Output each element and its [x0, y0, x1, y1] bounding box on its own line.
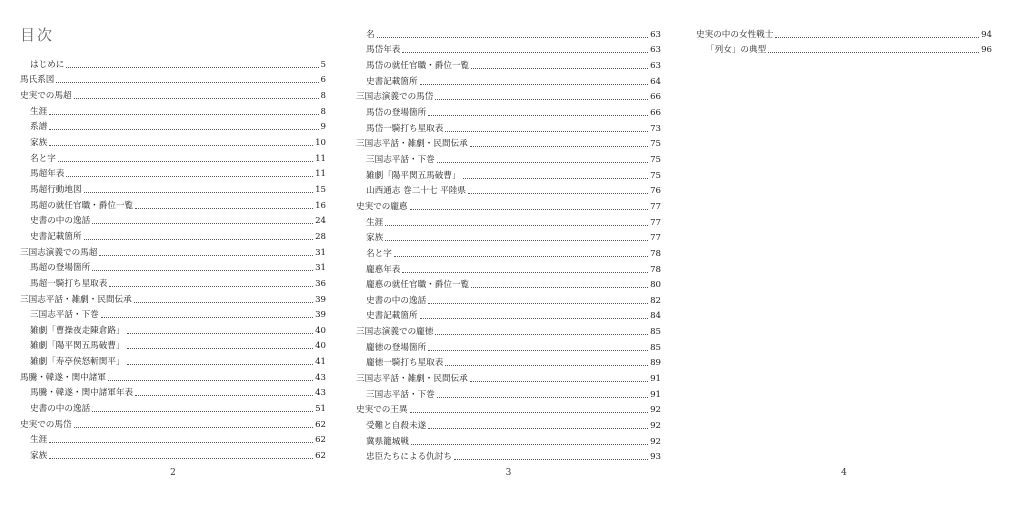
toc-leader-dots: [49, 442, 313, 443]
toc-entry[interactable]: [356, 165, 661, 181]
toc-entry-label: 三国志平話・下巻: [366, 154, 435, 165]
toc-entry[interactable]: [356, 243, 661, 259]
toc-page-3: [356, 0, 661, 516]
toc-leader-dots: [385, 240, 648, 241]
toc-leader-dots: [394, 256, 648, 257]
toc-leader-dots: [99, 255, 313, 256]
toc-entry-label: 家族: [366, 233, 384, 244]
toc-entry-label: 名と字: [366, 248, 392, 259]
toc-entry[interactable]: [356, 275, 661, 291]
toc-entry-label: 三国志平話・下巻: [366, 389, 435, 400]
toc-entry-page: 8: [320, 90, 326, 101]
toc-leader-dots: [775, 37, 979, 38]
toc-entry-label: 生涯: [366, 217, 384, 228]
toc-entry-label: 龐徳の登場箇所: [366, 342, 427, 353]
toc-entry[interactable]: [20, 101, 326, 117]
toc-leader-dots: [135, 395, 313, 396]
toc-entry-page: 28: [315, 231, 326, 242]
toc-leader-dots: [66, 67, 318, 68]
toc-entry[interactable]: [356, 228, 661, 244]
toc-entry-page: 91: [650, 389, 661, 400]
toc-entry-label: 史書記載箇所: [30, 231, 82, 242]
toc-entry[interactable]: [356, 55, 661, 71]
toc-entry-label: 龐悳年表: [366, 264, 401, 275]
toc-leader-dots: [468, 193, 648, 194]
toc-leader-dots: [402, 52, 648, 53]
toc-entry-label: 馬超の就任官職・爵位一覧: [30, 200, 134, 211]
toc-entry-label: 受難と自殺未遂: [366, 421, 427, 432]
toc-entry[interactable]: [20, 164, 326, 180]
toc-entry-page: 85: [650, 327, 661, 338]
toc-entry-page: 75: [650, 139, 661, 150]
toc-leader-dots: [445, 365, 648, 366]
toc-entry[interactable]: [20, 117, 326, 133]
toc-entry-label: 龐徳一騎打ち星取表: [366, 358, 444, 369]
toc-entry[interactable]: [20, 70, 326, 86]
toc-entry-label: 馬超一騎打ち星取表: [30, 278, 108, 289]
toc-entry-label: 馬超の登場箇所: [30, 263, 91, 274]
toc-entry[interactable]: [20, 179, 326, 195]
toc-leader-dots: [411, 444, 648, 445]
toc-entry-page: 10: [315, 137, 326, 148]
toc-entry-page: 63: [650, 45, 661, 56]
toc-entry[interactable]: [20, 383, 326, 399]
toc-leader-dots: [471, 287, 648, 288]
toc-entry-label: 史書記載箇所: [366, 76, 418, 87]
toc-entry-page: 31: [315, 263, 326, 274]
toc-entry-label: はじめに: [30, 59, 65, 70]
toc-entry-label: 家族: [30, 451, 48, 462]
toc-entry-page: 40: [315, 341, 326, 352]
toc-entry-page: 63: [650, 60, 661, 71]
toc-entry-page: 66: [650, 107, 661, 118]
toc-leader-dots: [58, 161, 313, 162]
toc-entry-page: 92: [650, 421, 661, 432]
toc-leader-dots: [92, 223, 313, 224]
toc-leader-dots: [127, 333, 314, 334]
page-number: 3: [505, 468, 512, 478]
toc-entry-label: 馬超年表: [30, 169, 65, 180]
toc-entry-page: 77: [650, 233, 661, 244]
toc-entry-label: 史実での王異: [356, 405, 408, 416]
toc-page-2: [20, 0, 326, 516]
toc-entry[interactable]: [20, 398, 326, 414]
toc-leader-dots: [108, 380, 313, 381]
toc-leader-dots: [92, 270, 313, 271]
toc-entry[interactable]: [356, 134, 661, 150]
toc-entry[interactable]: [356, 290, 661, 306]
toc-entry[interactable]: [20, 54, 326, 70]
toc-leader-dots: [435, 99, 648, 100]
toc-entry[interactable]: [20, 85, 326, 101]
toc-entry-page: 92: [650, 436, 661, 447]
toc-entry-page: 43: [315, 388, 326, 399]
toc-entry[interactable]: [356, 102, 661, 118]
toc-leader-dots: [127, 364, 314, 365]
toc-entry-page: 11: [315, 169, 326, 180]
toc-entry-label: 龐悳の就任官職・爵位一覧: [366, 280, 470, 291]
toc-entry[interactable]: [356, 368, 661, 384]
toc-leader-dots: [377, 37, 648, 38]
toc-entry[interactable]: [356, 321, 661, 337]
toc-entry[interactable]: [20, 414, 326, 430]
toc-entry[interactable]: [356, 306, 661, 322]
toc-leader-dots: [445, 131, 648, 132]
toc-entry[interactable]: [356, 181, 661, 197]
toc-entry-page: 16: [315, 200, 326, 211]
toc-leader-dots: [470, 146, 648, 147]
toc-entry-label: 史書記載箇所: [366, 311, 418, 322]
toc-leader-dots: [470, 381, 648, 382]
toc-entry[interactable]: [20, 320, 326, 336]
toc-leader-dots: [385, 225, 648, 226]
toc-entry-page: 62: [315, 435, 326, 446]
toc-leader-dots: [49, 114, 318, 115]
toc-entry[interactable]: [20, 211, 326, 227]
toc-page-4: [696, 0, 992, 516]
toc-entry-page: 75: [650, 170, 661, 181]
toc-entry-page: 93: [650, 452, 661, 463]
toc-leader-dots: [471, 68, 648, 69]
toc-entry-page: 31: [315, 247, 326, 258]
toc-leader-dots: [134, 302, 313, 303]
toc-entry-label: 史実での馬超: [20, 90, 72, 101]
toc-entry-label: 雑劇「陽平関五馬破曹」: [366, 170, 461, 181]
toc-entry[interactable]: [356, 415, 661, 431]
page-title: 目次: [20, 26, 55, 44]
toc-leader-dots: [454, 459, 648, 460]
toc-entry-page: 94: [981, 29, 992, 40]
toc-leader-dots: [84, 239, 313, 240]
toc-leader-dots: [420, 84, 648, 85]
toc-entry[interactable]: [20, 258, 326, 274]
toc-entry[interactable]: [20, 195, 326, 211]
toc-entry-label: 馬岱の就任官職・爵位一覧: [366, 60, 470, 71]
toc-entry-label: 馬騰・韓遂・関中諸軍年表: [30, 388, 134, 399]
toc-entry-page: 9: [320, 122, 326, 133]
toc-entry-page: 11: [315, 153, 326, 164]
toc-entry-page: 64: [650, 76, 661, 87]
toc-leader-dots: [428, 303, 648, 304]
toc-entry[interactable]: [696, 24, 992, 40]
toc-entry-label: 三国志平話・下巻: [30, 310, 99, 321]
toc-entry-page: 89: [650, 358, 661, 369]
toc-entry-page: 8: [320, 106, 326, 117]
toc-leader-dots: [127, 348, 314, 349]
toc-leader-dots: [49, 458, 313, 459]
toc-entry[interactable]: [20, 336, 326, 352]
toc-entry[interactable]: [20, 132, 326, 148]
toc-entry-page: 78: [650, 248, 661, 259]
toc-entry-label: 馬超行動地図: [30, 184, 82, 195]
toc-entry-page: 91: [650, 374, 661, 385]
toc-entry-label: 史書の中の逸話: [366, 295, 427, 306]
toc-leader-dots: [56, 82, 318, 83]
toc-leader-dots: [101, 317, 313, 318]
toc-entry-page: 62: [315, 451, 326, 462]
toc-entry[interactable]: [20, 367, 326, 383]
toc-entry[interactable]: [356, 400, 661, 416]
toc-entry-label: 名: [366, 29, 375, 40]
toc-entry[interactable]: [356, 353, 661, 369]
toc-entry[interactable]: [20, 148, 326, 164]
toc-leader-dots: [74, 427, 313, 428]
toc-entry[interactable]: [356, 87, 661, 103]
toc-entry-label: 馬騰・韓遂・関中諸軍: [20, 372, 106, 383]
toc-entry-label: 「列女」の典型: [706, 45, 767, 56]
page-number: 4: [841, 468, 847, 478]
toc-entry-page: 36: [315, 278, 326, 289]
toc-leader-dots: [402, 272, 648, 273]
toc-entry-page: 75: [650, 154, 661, 165]
toc-leader-dots: [135, 208, 313, 209]
toc-entry-page: 62: [315, 419, 326, 430]
toc-entry-page: 85: [650, 342, 661, 353]
toc-entry-page: 6: [320, 75, 326, 86]
toc-entry-page: 51: [315, 404, 326, 415]
toc-entry-page: 73: [650, 123, 661, 134]
toc-entry[interactable]: [356, 71, 661, 87]
toc-entry[interactable]: [20, 351, 326, 367]
toc-entry[interactable]: [356, 24, 661, 40]
toc-entry[interactable]: [356, 384, 661, 400]
toc-entry-page: 66: [650, 92, 661, 103]
toc-entry-label: 史書の中の逸話: [30, 216, 91, 227]
toc-entry-label: 系譜: [30, 122, 48, 133]
toc-leader-dots: [428, 115, 648, 116]
toc-leader-dots: [84, 192, 313, 193]
toc-entry-page: 5: [320, 59, 326, 70]
toc-entry-page: 77: [650, 217, 661, 228]
toc-entry-label: 三国志平話・雑劇・民間伝承: [356, 374, 468, 385]
toc-entry-label: 三国志演義での龐徳: [356, 327, 434, 338]
toc-leader-dots: [66, 176, 313, 177]
toc-entry-label: 馬岱一騎打ち星取表: [366, 123, 444, 134]
toc-entry-label: 史書の中の逸話: [30, 404, 91, 415]
toc-list: [356, 24, 661, 462]
toc-leader-dots: [49, 145, 313, 146]
toc-entry-label: 史実の中の女性戦士: [696, 29, 774, 40]
toc-entry-label: 山西通志 巻二十七 平陸県: [366, 186, 466, 197]
toc-entry[interactable]: [20, 273, 326, 289]
toc-entry-page: 92: [650, 405, 661, 416]
toc-entry-label: 雑劇「陽平関五馬破曹」: [30, 341, 125, 352]
page-number: 2: [170, 468, 176, 478]
toc-leader-dots: [435, 334, 648, 335]
toc-entry-page: 96: [981, 45, 992, 56]
toc-leader-dots: [768, 52, 979, 53]
toc-entry-label: 三国志平話・雑劇・民間伝承: [356, 139, 468, 150]
toc-entry-page: 80: [650, 280, 661, 291]
toc-entry-label: 雑劇「寿亭侯怒斬関平」: [30, 357, 125, 368]
toc-entry-page: 43: [315, 372, 326, 383]
toc-entry[interactable]: [20, 289, 326, 305]
toc-entry[interactable]: [356, 212, 661, 228]
toc-entry[interactable]: [356, 337, 661, 353]
toc-entry-label: 雑劇「曹操夜走陳倉路」: [30, 325, 125, 336]
toc-leader-dots: [437, 397, 648, 398]
toc-entry[interactable]: [356, 118, 661, 134]
toc-list: [20, 54, 326, 461]
toc-entry-label: 三国志平話・雑劇・民間伝承: [20, 294, 132, 305]
toc-entry-page: 76: [650, 186, 661, 197]
toc-leader-dots: [49, 129, 318, 130]
toc-entry-label: 冀県籠城戦: [366, 436, 409, 447]
toc-entry-page: 77: [650, 201, 661, 212]
toc-entry-page: 41: [315, 357, 326, 368]
toc-entry-label: 馬岱の登場箇所: [366, 107, 427, 118]
toc-entry-page: 39: [315, 294, 326, 305]
toc-entry[interactable]: [356, 196, 661, 212]
toc-entry-label: 名と字: [30, 153, 56, 164]
toc-leader-dots: [74, 98, 319, 99]
toc-entry-label: 三国志演義での馬超: [20, 247, 98, 258]
toc-leader-dots: [437, 162, 648, 163]
toc-list: [696, 24, 992, 55]
toc-entry-page: 24: [315, 216, 326, 227]
toc-entry[interactable]: [356, 431, 661, 447]
toc-entry[interactable]: [20, 242, 326, 258]
toc-entry-label: 馬氏系図: [20, 75, 55, 86]
toc-entry-page: 15: [315, 184, 326, 195]
toc-leader-dots: [410, 412, 648, 413]
toc-leader-dots: [109, 286, 313, 287]
toc-entry[interactable]: [356, 447, 661, 463]
toc-entry-page: 78: [650, 264, 661, 275]
toc-entry-label: 三国志演義での馬岱: [356, 92, 434, 103]
toc-leader-dots: [92, 411, 313, 412]
toc-entry[interactable]: [356, 259, 661, 275]
toc-entry[interactable]: [20, 226, 326, 242]
toc-entry-label: 史実での龐悳: [356, 201, 408, 212]
toc-entry-label: 家族: [30, 137, 48, 148]
toc-leader-dots: [428, 428, 648, 429]
toc-entry-page: 84: [650, 311, 661, 322]
toc-entry-label: 忠臣たちによる仇討ち: [366, 452, 452, 463]
toc-entry[interactable]: [20, 430, 326, 446]
toc-entry[interactable]: [356, 40, 661, 56]
toc-entry[interactable]: [20, 305, 326, 321]
toc-entry-page: 82: [650, 295, 661, 306]
toc-leader-dots: [463, 178, 649, 179]
toc-entry-label: 生涯: [30, 106, 48, 117]
toc-entry-label: 馬岱年表: [366, 45, 401, 56]
toc-leader-dots: [410, 209, 648, 210]
toc-entry-label: 史実での馬岱: [20, 419, 72, 430]
toc-entry-label: 生涯: [30, 435, 48, 446]
toc-entry[interactable]: [356, 149, 661, 165]
toc-leader-dots: [428, 350, 648, 351]
toc-leader-dots: [420, 318, 648, 319]
toc-entry-page: 63: [650, 29, 661, 40]
toc-entry-page: 39: [315, 310, 326, 321]
toc-entry[interactable]: [696, 40, 992, 56]
toc-entry[interactable]: [20, 445, 326, 461]
toc-entry-page: 40: [315, 325, 326, 336]
